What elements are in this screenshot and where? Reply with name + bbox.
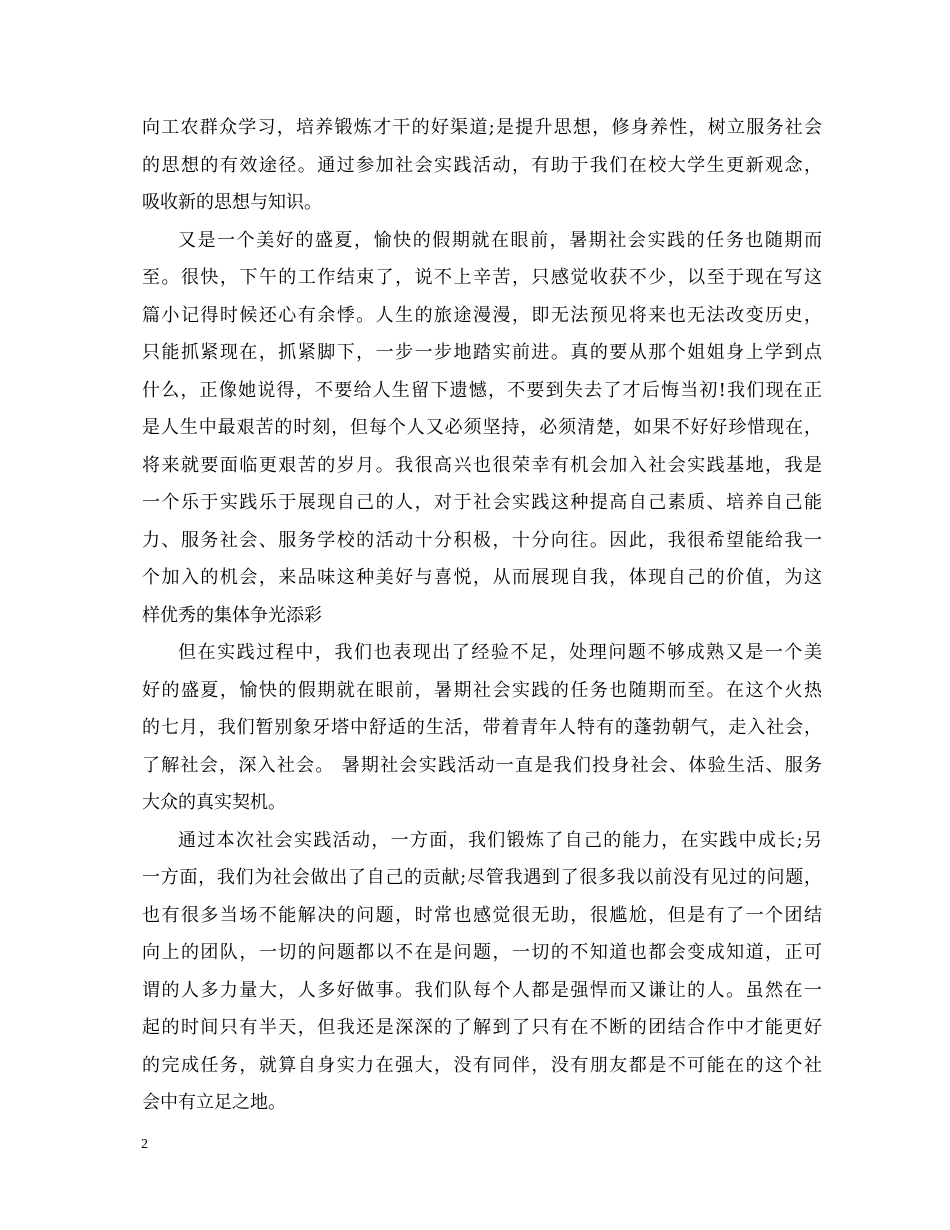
paragraph-1-line-1: 向工农群众学习，培养锻炼才干的好渠道;是提升思想，修身养性，树立服务社会 (142, 117, 822, 138)
paragraph-4-line-4: 向上的团队，一切的问题都以不在是问题，一切的不知道也都会变成知道，正可 (142, 942, 822, 963)
paragraph-2-line-6: 是人生中最艰苦的时刻，但每个人又必须坚持，必须清楚，如果不好好珍惜现在， (142, 417, 822, 438)
paragraph-2-line-5: 什么，正像她说得，不要给人生留下遗憾，不要到失去了才后悔当初!我们现在正 (142, 380, 822, 401)
paragraph-4-line-3: 也有很多当场不能解决的问题，时常也感觉很无助，很尴尬，但是有了一个团结 (142, 905, 822, 926)
paragraph-3-line-2: 好的盛夏，愉快的假期就在眼前，暑期社会实践的任务也随期而至。在这个火热 (142, 680, 822, 701)
paragraph-4-line-6: 起的时间只有半天，但我还是深深的了解到了只有在不断的团结合作中才能更好 (142, 1017, 822, 1038)
paragraph-2-line-2: 至。很快，下午的工作结束了，说不上辛苦，只感觉收获不少，以至于现在写这 (142, 267, 822, 288)
paragraph-4-line-5: 谓的人多力量大，人多好做事。我们队每个人都是强悍而又谦让的人。虽然在一 (142, 980, 822, 1001)
paragraph-3-line-1: 但在实践过程中，我们也表现出了经验不足，处理问题不够成熟又是一个美 (178, 642, 822, 663)
paragraph-1-line-3: 吸收新的思想与知识。 (142, 192, 322, 213)
paragraph-2-line-1: 又是一个美好的盛夏，愉快的假期就在眼前，暑期社会实践的任务也随期而 (178, 230, 822, 251)
paragraph-2-line-11: 样优秀的集体争光添彩 (142, 605, 322, 626)
paragraph-4-line-1: 通过本次社会实践活动，一方面，我们锻炼了自己的能力，在实践中成长;另 (178, 830, 822, 851)
paragraph-3-line-3: 的七月，我们暂别象牙塔中舒适的生活，带着青年人特有的蓬勃朝气，走入社会， (142, 717, 822, 738)
paragraph-1-line-2: 的思想的有效途径。通过参加社会实践活动，有助于我们在校大学生更新观念， (142, 155, 822, 176)
paragraph-4-line-2: 一方面，我们为社会做出了自己的贡献;尽管我遇到了很多我以前没有见过的问题， (142, 867, 822, 888)
paragraph-4-line-7: 的完成任务，就算自身实力在强大，没有同伴，没有朋友都是不可能在的这个社 (142, 1055, 822, 1076)
paragraph-2-line-8: 一个乐于实践乐于展现自己的人，对于社会实践这种提高自己素质、培养自己能 (142, 492, 822, 513)
paragraph-2-line-10: 个加入的机会，来品味这种美好与喜悦，从而展现自我，体现自己的价值，为这 (142, 567, 822, 588)
page-number: 2 (141, 1137, 148, 1152)
paragraph-3-line-4: 了解社会，深入社会。 暑期社会实践活动一直是我们投身社会、体验生活、服务 (142, 755, 822, 776)
paragraph-2-line-7: 将来就要面临更艰苦的岁月。我很高兴也很荣幸有机会加入社会实践基地，我是 (142, 455, 822, 476)
paragraph-4-line-8: 会中有立足之地。 (142, 1092, 286, 1113)
paragraph-2-line-4: 只能抓紧现在，抓紧脚下，一步一步地踏实前进。真的要从那个姐姐身上学到点 (142, 342, 822, 363)
paragraph-3-line-5: 大众的真实契机。 (142, 792, 286, 813)
paragraph-2-line-3: 篇小记得时候还心有余悸。人生的旅途漫漫，即无法预见将来也无法改变历史， (142, 305, 822, 326)
paragraph-2-line-9: 力、服务社会、服务学校的活动十分积极，十分向往。因此，我很希望能给我一 (142, 530, 822, 551)
